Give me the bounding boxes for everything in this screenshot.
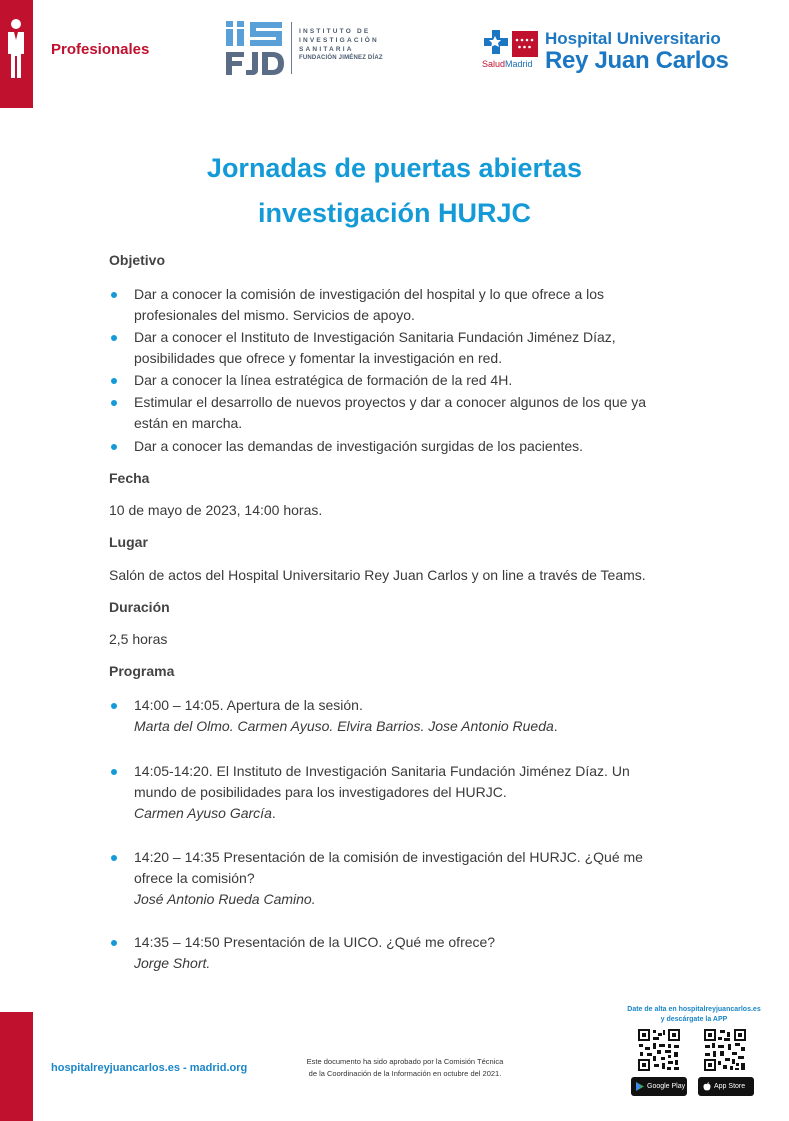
footer-note-line: de la Coordinación de la Información en octubre del 2021. [308,1069,502,1078]
hospital-name-line1: Hospital Universitario [545,29,721,48]
programa-item [134,695,714,737]
programa-speaker: José Antonio Rueda Camino. [134,891,316,907]
page-title-line2: investigación HURJC [257,198,532,228]
objetivo-heading: Objetivo [109,252,166,268]
programa-speaker-end: . [271,805,276,821]
app-text-line: y descárgate la APP [660,1016,728,1023]
apple-icon [703,1082,711,1091]
logo-divider [291,22,292,74]
app-text-line: Date de alta en hospitalreyjuancarlos.es [627,1006,761,1013]
google-play-label: Google Play [647,1083,686,1090]
objetivo-item [134,370,714,391]
hospital-name-line2: Rey Juan Carlos [545,47,729,74]
salud-madrid-text [482,59,533,69]
programa-item [134,761,714,824]
bullet-icon [111,335,117,341]
programa-speaker-end: . [553,718,558,734]
programa-item [134,847,714,910]
programa-item-text: 14:20 – 14:35 Presentación de la comisión de investigación del HURJC. ¿Qué me [134,849,643,865]
footer-website-link[interactable]: hospitalreyjuancarlos.es - madrid.org [51,1062,248,1074]
objetivo-item-text: posibilidades que ofrece y fomentar la investigación en red. [134,350,503,366]
objetivo-item-text: Estimular el desarrollo de nuevos proyectos y dar a conocer algunos de los que ya [134,394,647,410]
app-download-text [612,1005,776,1025]
app-store-qr-code[interactable] [703,1028,747,1072]
objetivo-item [134,392,714,434]
objetivo-item-text: Dar a conocer la comisión de investigación del hospital y lo que ofrece a los [134,286,605,302]
programa-speaker: Jorge Short. [134,955,211,971]
bullet-icon [111,378,117,384]
programa-heading: Programa [109,663,175,679]
bullet-icon [111,292,117,298]
programa-item-text: ofrece la comisión? [134,870,255,886]
professional-person-icon [5,18,27,80]
objetivo-item-text: profesionales del mismo. Servicios de apoyo. [134,307,415,323]
footer-note-line: Este documento ha sido aprobado por la Comisión Técnica [306,1057,504,1066]
salud-prefix: Salud [482,59,506,69]
iis-fjd-logo [224,20,288,76]
objetivo-item [134,436,714,457]
objetivo-item-text: están en marcha. [134,415,243,431]
salud-suffix: Madrid [505,59,533,69]
fecha-value: 10 de mayo de 2023, 14:00 horas. [109,502,323,518]
duracion-value: 2,5 horas [109,631,168,647]
iis-name-line: SANITARIA [299,46,354,53]
section-label: Profesionales [51,41,150,58]
objetivo-item-text: Dar a conocer la línea estratégica de formación de la red 4H. [134,372,513,388]
lugar-value: Salón de actos del Hospital Universitario Rey Juan Carlos y on line a través de Teams. [109,567,646,583]
programa-speaker: Marta del Olmo. Carmen Ayuso. Elvira Barrios. Jose Antonio Rueda [134,718,554,734]
programa-item-text: mundo de posibilidades para los investigadores del HURJC. [134,784,507,800]
bullet-icon [111,444,117,450]
bullet-icon [111,400,117,406]
bullet-icon [111,769,117,775]
google-play-qr-code[interactable] [637,1028,681,1072]
iis-name-line: FUNDACIÓN JIMÉNEZ DÍAZ [299,55,383,61]
duracion-heading: Duración [109,599,170,615]
app-store-label: App Store [714,1083,746,1090]
iis-name-line: INVESTIGACIÓN [299,37,379,44]
programa-item-text: 14:00 – 14:05. Apertura de la sesión. [134,697,363,713]
objetivo-item [134,327,714,369]
lugar-heading: Lugar [109,534,148,550]
programa-item [134,932,714,974]
app-store-badge[interactable] [698,1077,754,1096]
google-play-badge[interactable] [631,1077,687,1096]
fecha-heading: Fecha [109,470,150,486]
bullet-icon [111,703,117,709]
bullet-icon [111,940,117,946]
objetivo-item [134,284,714,326]
page-title-line1: Jornadas de puertas abiertas [206,153,583,183]
bullet-icon [111,855,117,861]
programa-item-text: 14:05-14:20. El Instituto de Investigación Sanitaria Fundación Jiménez Díaz. Un [134,763,630,779]
google-play-icon [636,1082,644,1091]
programa-speaker: Carmen Ayuso García [134,805,272,821]
objetivo-item-text: Dar a conocer las demandas de investigación surgidas de los pacientes. [134,438,584,454]
iis-institution-name [299,27,383,63]
programa-item-text: 14:35 – 14:50 Presentación de la UICO. ¿Qué me ofrece? [134,934,496,950]
footer-approval-note [273,1056,537,1080]
objetivo-item-text: Dar a conocer el Instituto de Investigación Sanitaria Fundación Jiménez Díaz, [134,329,616,345]
iis-name-line: INSTITUTO DE [299,28,371,35]
footer-red-bar [0,1012,33,1121]
